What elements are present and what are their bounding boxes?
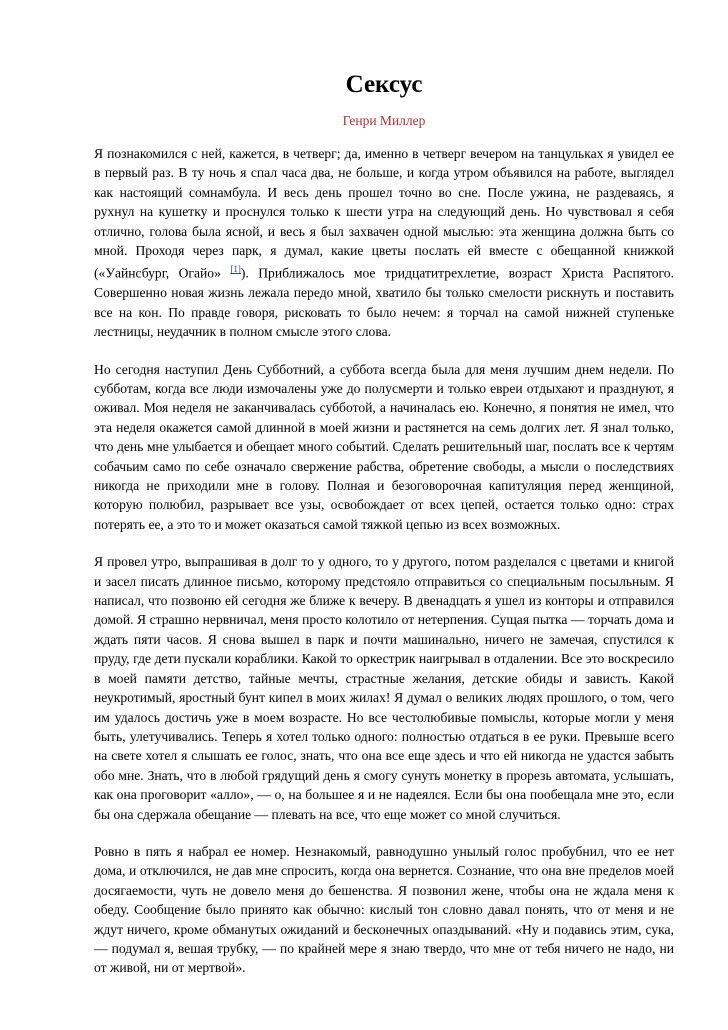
paragraph-1-text-before: Я познакомился с ней, кажется, в четверг; да, именно в четверг вечером на танцульках я увидел ее в первый раз. В ту ночь я спал часа два, не больше, и когда утром объявился на работе, выглядел как настоящий сомнамбула. И весь день прошел точно во сне. После ужина, не раздеваясь, я рухнул на кушетку и проснулся только к шести утра на следующий день. Но чувствовал я себя отлично, голова была ясной, и весь я был захвачен одной мыслью: эта женщина должна быть со мной. Проходя через парк, я думал, какие цветы послать ей вместе с обещанной книжкой («Уайнсбург, Огайо» [94,146,674,281]
paragraph-2: Но сегодня наступил День Субботний, а суббота всегда была для меня лучшим днем недели. По субботам, когда все люди измочалены уже до полусмерти и только евреи отдыхают и празднуют, я оживал. Моя неделя не заканчивалась субботой, а начиналась ею. Конечно, я понятия не имел, что эта неделя окажется самой длинной в моей жизни и растянется на семь долгих лет. Я знал только, что день мне улыбается и обещает много событий. Сделать решительный шаг, послать все к чертям собачьим само по себе означало свержение рабства, обретение свободы, а мысли о последствиях никогда не приходили мне в голову. Полная и безоговорочная капитуляция перед женщиной, которую полюбил, разрывает все узы, освобождает от всех цепей, остается только одно: страх потерять ее, а это то и может оказаться самой тяжкой цепью из всех возможных. [94,361,674,532]
book-title: Сексус [345,71,423,98]
paragraph-3: Я провел утро, выпрашивая в долг то у одного, то у другого, потом разделался с цветами и книгой и засел писать длинное письмо, которому предстояло отправиться со специальным посыльным. Я написал, что позвоню ей сегодня же ближе к вечеру. В двенадцать я ушел из конторы и отправился домой. Я страшно нервничал, меня просто колотило от нетерпения. Сущая пытка — торчать дома и ждать пяти часов. Я снова вышел в парк и почти машинально, ничего не замечая, спустился к пруду, где дети пускали кораблики. Какой то оркестрик наигрывал в отдалении. Все это воскресило в моей памяти детство, тайные мечты, страстные желания, детские обиды и зависть. Какой неукротимый, яростный бунт кипел в моих жилах! Я думал о великих людях прошлого, о том, чего им удалось достичь уже в моем возрасте. Но все честолюбивые помыслы, которые могли у меня быть, улетучивались. Теперь я хотел только одного: полностью отдаться в ее руки. Превыше всего на свете хотел я слышать ее голос, знать, что она все еще здесь и что ей никогда не удастся забыть обо мне. Знать, что в любой грядущий день я смогу сунуть монетку в прорезь автомата, услышать, как она проговорит «алло», — о, на большее я и не надеялся. Если бы она пообещала мне это, если бы она сдержала обещание — плевать на все, что еще может со мной случиться. [94,554,674,822]
paragraph-1 [94,144,674,342]
paragraph-4: Ровно в пять я набрал ее номер. Незнакомый, равнодушно унылый голос пробубнил, что ее нет дома, и отключился, не дав мне спросить, когда она вернется. Сознание, что она вне пределов моей досягаемости, чуть не довело меня до бешенства. Я позвонил жене, чтобы она не ждала меня к обеду. Сообщение было принято как обычно: кислый тон словно давал понять, что от меня и не ждут ничего, кроме обманутых ожиданий и бесконечных опаздываний. «Ну и подавись этим, сука, — подумал я, вешая трубку, — по крайней мере я знаю твердо, что мне от тебя ничего не надо, ни от живой, ни от мертвой». [94,843,674,976]
author-name: Генри Миллер [342,113,426,128]
footnote-link[interactable]: [1] [230,264,241,275]
paragraph-1-text-after: ). Приближалось мое тридцатитрехлетие, возраст Христа Распятого. Совершенно новая жизнь лежала передо мной, хватило бы только смелости рискнуть и поставить все на кон. По правде говоря, рисковать то было нечем: я торчал на самой нижней ступеньке лестницы, неудачник в полном смысле этого слова. [94,265,674,340]
document-page [94,70,674,996]
